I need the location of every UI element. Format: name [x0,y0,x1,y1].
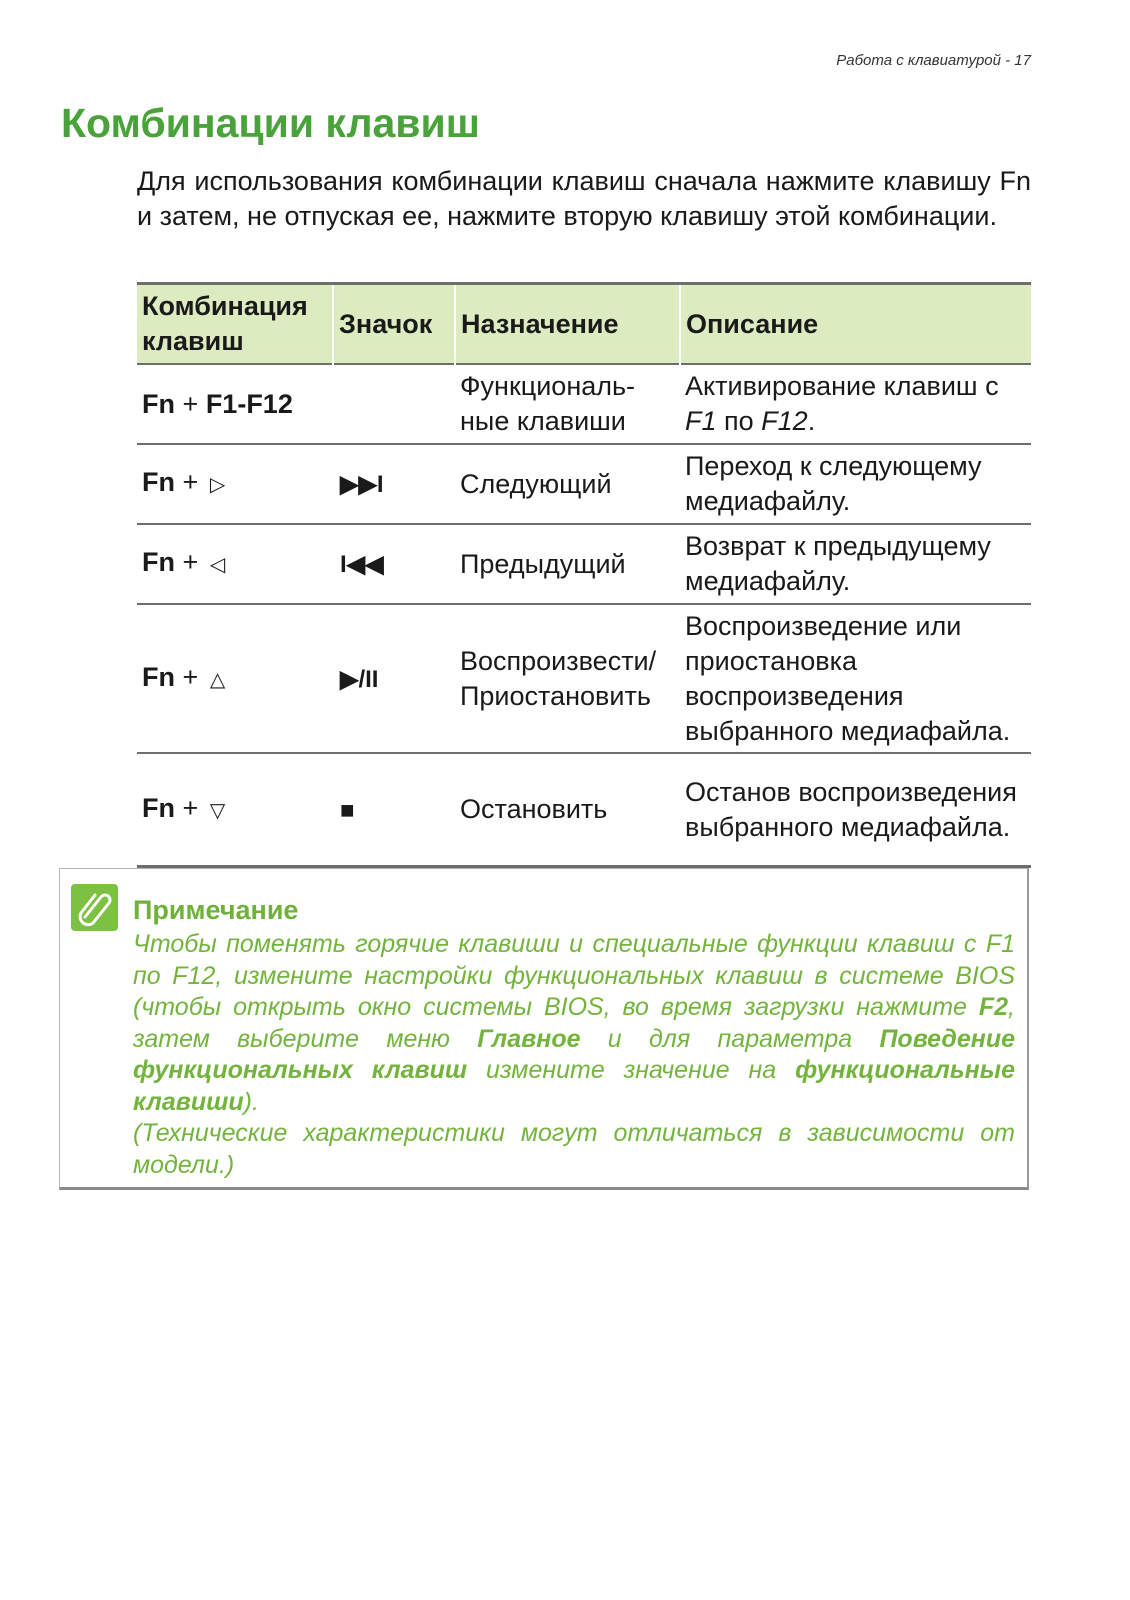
plus-sign: + [182,661,199,692]
note-key-f2: F2 [978,993,1009,1021]
hotkeys-table [137,282,1031,868]
note-title: Примечание [133,895,299,925]
plus-sign: + [182,467,199,497]
fn-key: Fn [142,661,175,692]
note-param-behavior: Поведение функциональных клавиш [133,1024,1016,1084]
table-row [137,444,1031,524]
note-text: ). [243,1087,259,1116]
header-icon: Значок [333,284,455,365]
desc-end: . [807,406,816,436]
table-row [137,524,1031,604]
left-arrow-icon: ◁ [209,554,226,576]
icon-cell [333,753,455,867]
note-menu-main: Главное [477,1024,581,1053]
note-disclaimer: (Технические характеристики могут отличаться в зависимости от модели.) [133,1119,1015,1179]
function-cell: Функциональ-ные клавиши [460,371,636,436]
description-cell: Останов воспроизведения выбранного медиафайла. [685,776,1017,842]
table-header-row [137,284,1031,365]
fn-key: Fn [142,547,175,577]
table-row [137,753,1031,867]
combination-cell [137,604,333,753]
icon-cell [333,524,455,604]
desc-f12: F12 [761,406,808,436]
function-cell: Воспроизвести/ Приостановить [460,645,657,711]
note-value-function-keys: функциональные клавиши [133,1056,1016,1116]
table-row [137,604,1031,753]
plus-sign: + [182,547,199,577]
combination-cell [137,364,333,444]
second-key: F1-F12 [205,388,293,419]
combination-cell [137,753,333,867]
play-pause-icon: ▶/II [340,665,379,693]
desc-f1: F1 [685,406,717,436]
header-function: Назначение [455,284,680,365]
page-title: Комбинации клавиш [61,100,480,146]
note-box [59,868,1029,1190]
description-cell: Возврат к предыдущему медиафайлу. [685,531,991,596]
function-cell: Остановить [460,794,608,824]
running-head: Работа с клавиатурой - 17 [836,52,1031,69]
up-arrow-icon: △ [209,668,226,691]
description-cell: Переход к следующему медиафайлу. [685,451,982,516]
previous-track-icon: I◀◀ [340,551,384,578]
function-cell: Предыдущий [460,548,626,579]
note-text: измените значение на [467,1056,796,1084]
note-body [133,929,1015,1181]
intro-paragraph: Для использования комбинации клавиш сначала нажмите клавишу Fn и затем, не отпуская ее, нажмите вторую клавишу этой комбинации. [137,166,1031,231]
desc-mid: по [716,406,762,436]
down-arrow-icon: ▽ [209,799,226,822]
stop-icon: ■ [340,796,355,824]
note-text: Чтобы поменять горячие клавиши и специальные функции клавиш с F1 по F12, измените настройки функциональных клавиш в системе BIOS (чтобы открыть окно системы BIOS, во время загрузки нажмите [133,930,1015,1021]
icon-cell [333,444,455,524]
function-cell: Следующий [460,468,612,499]
plus-sign: + [182,792,199,823]
header-combination: Комбинация клавиш [137,284,333,365]
icon-cell [333,604,455,753]
fn-key: Fn [142,467,175,497]
desc-text: Активирование клавиш с [685,371,999,401]
description-cell [680,364,1031,444]
fn-key: Fn [142,388,175,419]
combination-cell [137,444,333,524]
description-cell: Воспроизведение или приостановка воспроизведения выбранного медиафайла. [685,610,1011,746]
icon-cell [333,364,455,444]
right-arrow-icon: ▷ [209,474,226,496]
plus-sign: + [182,388,199,419]
combination-cell [137,524,333,604]
fn-key: Fn [142,792,175,823]
paperclip-icon [71,884,118,931]
table-row [137,364,1031,444]
next-track-icon: ▶▶I [340,471,384,498]
header-description: Описание [686,308,819,339]
note-text: и для параметра [580,1024,880,1053]
note-text: , затем выберите меню [133,993,1015,1053]
